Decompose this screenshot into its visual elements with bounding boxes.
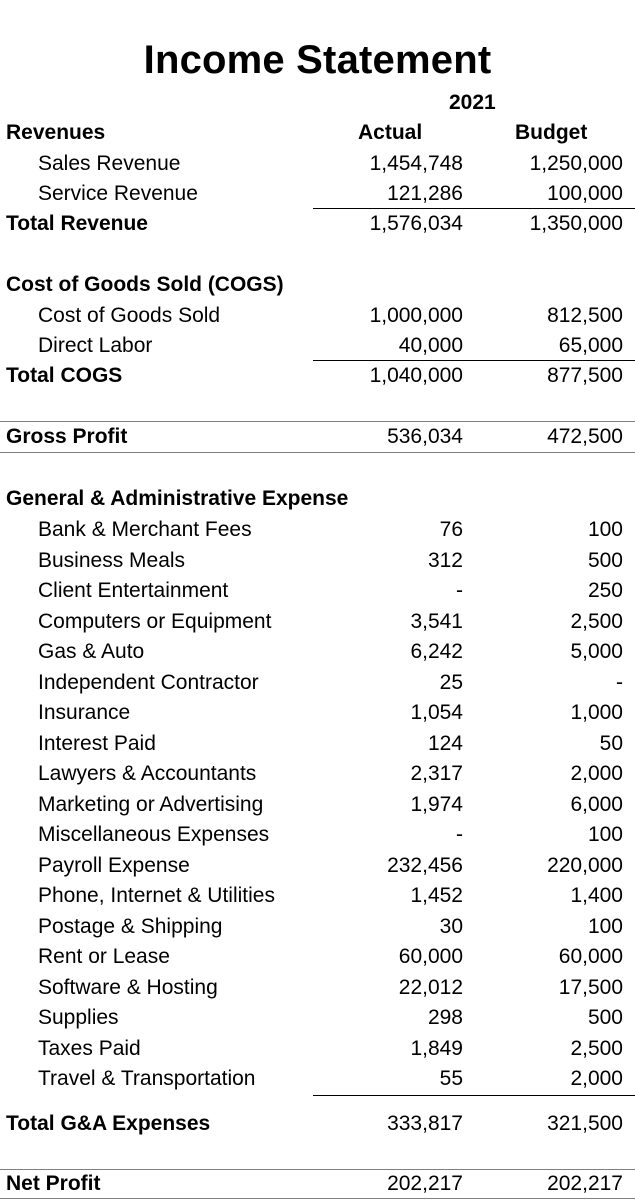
ga-expense-row bbox=[0, 820, 635, 850]
ga-expense-row bbox=[0, 912, 635, 942]
total-revenue-row bbox=[0, 209, 635, 239]
budget-value: 472,500 bbox=[547, 425, 623, 448]
budget-column-header: Budget bbox=[515, 121, 588, 144]
line-item-label: Miscellaneous Expenses bbox=[38, 823, 270, 846]
total-label: Total COGS bbox=[6, 364, 123, 387]
revenue-row bbox=[0, 179, 635, 209]
line-item-label: Sales Revenue bbox=[38, 152, 181, 175]
ga-expense-row bbox=[0, 607, 635, 637]
actual-value: 3,541 bbox=[410, 609, 463, 633]
actual-value: 25 bbox=[439, 670, 463, 694]
line-item-label: Cost of Goods Sold bbox=[38, 304, 221, 327]
budget-value: 5,000 bbox=[570, 640, 623, 663]
budget-value: 17,500 bbox=[558, 975, 623, 999]
budget-value: 500 bbox=[587, 548, 623, 572]
line-item-label: Postage & Shipping bbox=[38, 914, 223, 938]
ga-expense-row bbox=[0, 1034, 635, 1064]
actual-value: 124 bbox=[427, 731, 463, 755]
actual-value: 202,217 bbox=[387, 1172, 463, 1195]
gross-profit-label: Gross Profit bbox=[6, 425, 128, 448]
actual-value: 1,454,748 bbox=[369, 152, 463, 175]
line-item-label: Independent Contractor bbox=[38, 670, 259, 694]
actual-value: 312 bbox=[427, 548, 463, 572]
actual-value: 2,317 bbox=[410, 762, 463, 785]
line-item-label: Interest Paid bbox=[38, 731, 156, 755]
line-item-label: Business Meals bbox=[38, 548, 186, 572]
subtotal-rule bbox=[313, 1095, 635, 1096]
gross-profit-row bbox=[0, 422, 635, 452]
budget-value: 321,500 bbox=[547, 1112, 623, 1135]
budget-value: 60,000 bbox=[558, 945, 623, 968]
ga-expense-row bbox=[0, 759, 635, 789]
budget-value: 812,500 bbox=[547, 304, 623, 327]
ga-expense-row bbox=[0, 576, 635, 606]
net-profit-row bbox=[0, 1169, 635, 1199]
budget-value: 1,400 bbox=[570, 884, 623, 907]
line-item-label: Lawyers & Accountants bbox=[38, 762, 257, 785]
line-item-label: Client Entertainment bbox=[38, 579, 229, 602]
cogs-row bbox=[0, 331, 635, 361]
actual-value: 60,000 bbox=[398, 945, 463, 968]
actual-value: 1,452 bbox=[410, 884, 463, 907]
actual-value: 333,817 bbox=[387, 1112, 463, 1135]
actual-value: 298 bbox=[427, 1006, 463, 1029]
actual-value: 76 bbox=[439, 518, 463, 541]
budget-value: 250 bbox=[587, 579, 623, 602]
budget-value: 2,000 bbox=[570, 1067, 623, 1090]
line-item-label: Payroll Expense bbox=[38, 853, 190, 877]
budget-value: 1,250,000 bbox=[529, 152, 623, 175]
ga-expense-row bbox=[0, 668, 635, 698]
actual-value: 232,456 bbox=[387, 853, 463, 877]
ga-expense-row bbox=[0, 881, 635, 911]
net-profit-bottom-rule bbox=[0, 1198, 635, 1199]
budget-value: 50 bbox=[599, 731, 623, 755]
cogs-row bbox=[0, 301, 635, 331]
budget-value: 65,000 bbox=[558, 334, 623, 357]
budget-value: - bbox=[616, 670, 623, 694]
line-item-label: Service Revenue bbox=[38, 182, 198, 205]
ga-expense-row bbox=[0, 1003, 635, 1033]
budget-value: 220,000 bbox=[547, 853, 623, 877]
actual-value: 55 bbox=[439, 1067, 463, 1090]
line-item-label: Travel & Transportation bbox=[38, 1067, 256, 1090]
actual-value: 1,974 bbox=[410, 792, 463, 816]
ga-expense-row bbox=[0, 790, 635, 820]
actual-value: 40,000 bbox=[398, 334, 463, 357]
revenues-heading: Revenues bbox=[6, 121, 106, 144]
line-item-label: Direct Labor bbox=[38, 334, 153, 357]
actual-value: 22,012 bbox=[398, 975, 463, 999]
ga-expense-row bbox=[0, 942, 635, 972]
actual-value: 1,000,000 bbox=[369, 304, 463, 327]
budget-value: 2,500 bbox=[570, 1036, 623, 1060]
budget-value: 2,000 bbox=[570, 762, 623, 785]
header-row bbox=[0, 118, 635, 148]
line-item-label: Rent or Lease bbox=[38, 945, 170, 968]
budget-value: 6,000 bbox=[570, 792, 623, 816]
total-cogs-row bbox=[0, 361, 635, 391]
cogs-heading: Cost of Goods Sold (COGS) bbox=[6, 273, 284, 296]
total-label: Total Revenue bbox=[6, 212, 148, 235]
actual-value: 1,054 bbox=[410, 701, 463, 724]
cogs-heading-row bbox=[0, 270, 635, 300]
actual-column-header: Actual bbox=[358, 121, 423, 144]
year-header: 2021 bbox=[449, 91, 496, 114]
line-item-label: Supplies bbox=[38, 1006, 119, 1029]
budget-value: 202,217 bbox=[547, 1172, 623, 1195]
budget-value: 100 bbox=[587, 518, 623, 541]
line-item-label: Software & Hosting bbox=[38, 975, 218, 999]
budget-value: 500 bbox=[587, 1006, 623, 1029]
line-item-label: Marketing or Advertising bbox=[38, 792, 264, 816]
actual-value: - bbox=[456, 823, 463, 846]
total-label: Total G&A Expenses bbox=[6, 1112, 211, 1135]
ga-expense-row bbox=[0, 851, 635, 881]
ga-heading: General & Administrative Expense bbox=[6, 487, 349, 510]
net-profit-label: Net Profit bbox=[6, 1172, 101, 1195]
actual-value: 536,034 bbox=[387, 425, 463, 448]
actual-value: - bbox=[456, 579, 463, 602]
actual-value: 6,242 bbox=[410, 640, 463, 663]
line-item-label: Insurance bbox=[38, 701, 131, 724]
line-item-label: Phone, Internet & Utilities bbox=[38, 884, 275, 907]
budget-value: 1,000 bbox=[570, 701, 623, 724]
actual-value: 121,286 bbox=[387, 182, 463, 205]
statement-title: Income Statement bbox=[143, 38, 492, 82]
budget-value: 100 bbox=[587, 914, 623, 938]
ga-expense-row bbox=[0, 546, 635, 576]
ga-expense-row bbox=[0, 698, 635, 728]
actual-value: 1,040,000 bbox=[369, 364, 463, 387]
actual-value: 30 bbox=[439, 914, 463, 938]
ga-expense-row bbox=[0, 637, 635, 667]
ga-expense-row bbox=[0, 515, 635, 545]
total-ga-row bbox=[0, 1109, 635, 1139]
line-item-label: Computers or Equipment bbox=[38, 609, 272, 633]
ga-expense-row bbox=[0, 973, 635, 1003]
budget-value: 2,500 bbox=[570, 609, 623, 633]
budget-value: 100,000 bbox=[547, 182, 623, 205]
budget-value: 100 bbox=[587, 823, 623, 846]
line-item-label: Gas & Auto bbox=[38, 640, 145, 663]
budget-value: 1,350,000 bbox=[529, 212, 623, 235]
actual-value: 1,576,034 bbox=[369, 212, 463, 235]
ga-expense-row bbox=[0, 1064, 635, 1094]
gross-profit-bottom-rule bbox=[0, 452, 635, 453]
line-item-label: Taxes Paid bbox=[38, 1036, 141, 1060]
ga-heading-row bbox=[0, 484, 635, 514]
line-item-label: Bank & Merchant Fees bbox=[38, 518, 252, 541]
budget-value: 877,500 bbox=[547, 364, 623, 387]
revenue-row bbox=[0, 149, 635, 179]
actual-value: 1,849 bbox=[410, 1036, 463, 1060]
ga-expense-row bbox=[0, 729, 635, 759]
